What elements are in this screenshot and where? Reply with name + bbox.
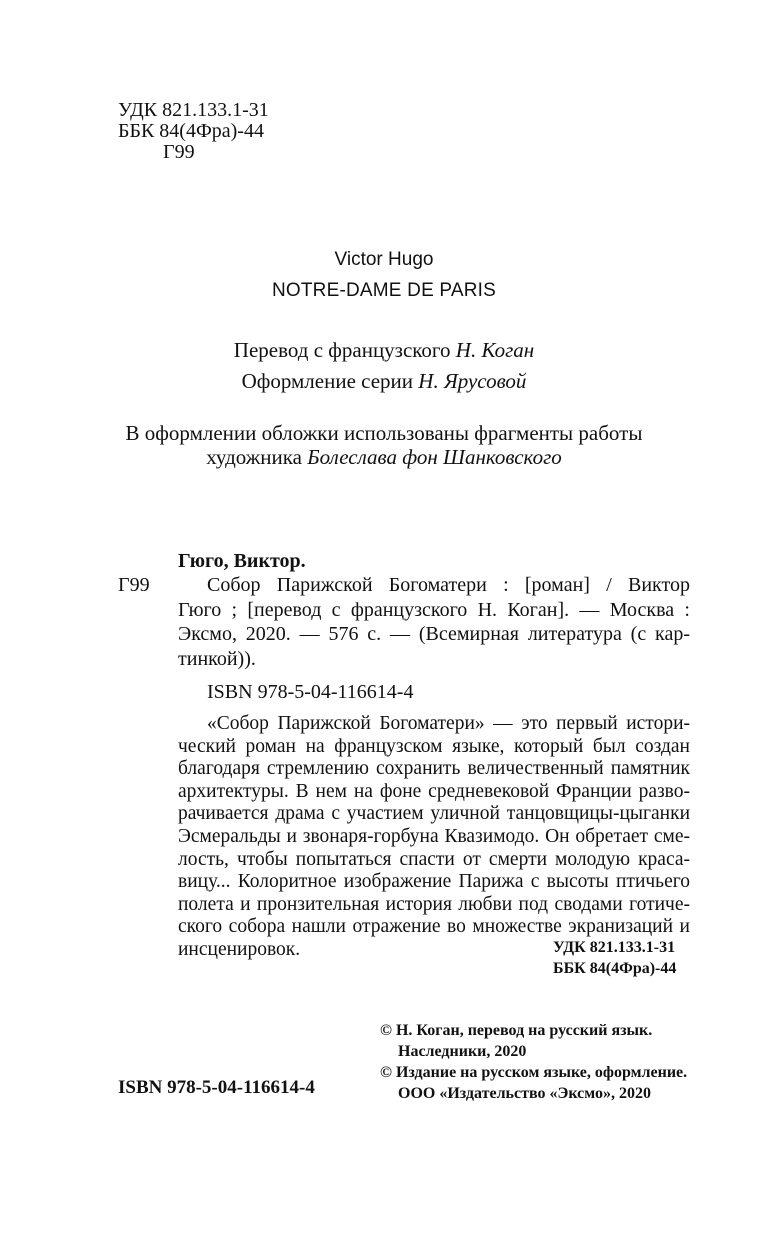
bibliographic-isbn: ISBN 978-5-04-116614-4 xyxy=(207,681,414,703)
annotation-line: лость, чтобы попытаться спасти от смерти молодую краса- xyxy=(178,848,690,870)
annotation-udk: УДК 821.133.1-31 xyxy=(553,939,676,956)
copyright-edition: © Издание на русском языке, оформление. xyxy=(380,1064,688,1081)
translation-credit xyxy=(0,338,768,362)
series-design-credit xyxy=(0,369,768,393)
footer-isbn: ISBN 978-5-04-116614-4 xyxy=(118,1077,315,1098)
author-sign: Г99 xyxy=(163,141,195,163)
annotation-line: инсценировок. xyxy=(178,938,301,960)
annotation-line: полета и пронзительная история любви под сводами готиче- xyxy=(178,893,690,915)
description-line: тинкой)). xyxy=(178,647,256,670)
original-title: NOTRE-DAME DE PARIS xyxy=(271,280,497,301)
description-line: Гюго ; [перевод с французского Н. Коган]. — Москва : xyxy=(178,598,690,621)
annotation-line: благодаря стремлению сохранить величественный памятник xyxy=(178,758,690,780)
copyright-publisher: ООО «Издательство «Эксмо», 2020 xyxy=(398,1085,651,1102)
cover-note-line1: В оформлении обложки использованы фрагменты работы xyxy=(125,421,643,445)
translator-name: Н. Коган xyxy=(455,338,535,362)
annotation-line: ческий роман на французском языке, который был создан xyxy=(178,735,690,757)
annotation-line: ского собора нашли отражение во множестве экранизаций и xyxy=(178,916,690,938)
bbk-code: ББК 84(4Фра)-44 xyxy=(118,120,264,142)
annotation-line: рачивается драма с участием уличной танцовщицы-цыганки xyxy=(178,803,690,825)
annotation-bbk: ББК 84(4Фра)-44 xyxy=(553,960,677,977)
annotation-line: вицу... Колоритное изображение Парижа с высоты птичьего xyxy=(178,871,690,893)
cover-artist-name: Болеслава фон Шанковского xyxy=(307,445,562,469)
description-line: Собор Парижской Богоматери : [роман] / Виктор xyxy=(207,574,690,596)
bibliographic-author-sign: Г99 xyxy=(118,574,150,596)
annotation-line: «Собор Парижской Богоматери» — это первый истори- xyxy=(207,713,690,734)
translation-prefix: Перевод с французского xyxy=(233,338,451,362)
cover-note-line2 xyxy=(0,445,768,469)
cover-note-prefix: художника xyxy=(206,445,302,469)
author-heading: Гюго, Виктор. xyxy=(178,550,306,572)
original-author: Victor Hugo xyxy=(334,249,434,270)
series-design-prefix: Оформление серии xyxy=(241,369,414,393)
annotation-line: Эсмеральды и звонаря-горбуна Квазимодо. Он обретает сме- xyxy=(178,825,690,847)
udk-code: УДК 821.133.1-31 xyxy=(118,99,269,121)
copyright-translation: © Н. Коган, перевод на русский язык. xyxy=(380,1022,653,1039)
description-line: Эксмо, 2020. — 576 с. — (Всемирная литература (с кар- xyxy=(178,623,690,645)
annotation xyxy=(178,713,690,962)
copyright-heirs: Наследники, 2020 xyxy=(398,1043,527,1060)
bibliographic-description xyxy=(178,573,690,671)
series-designer-name: Н. Ярусовой xyxy=(418,369,527,393)
annotation-line: архитектуры. В нем на фоне средневековой Франции разво- xyxy=(178,780,690,802)
